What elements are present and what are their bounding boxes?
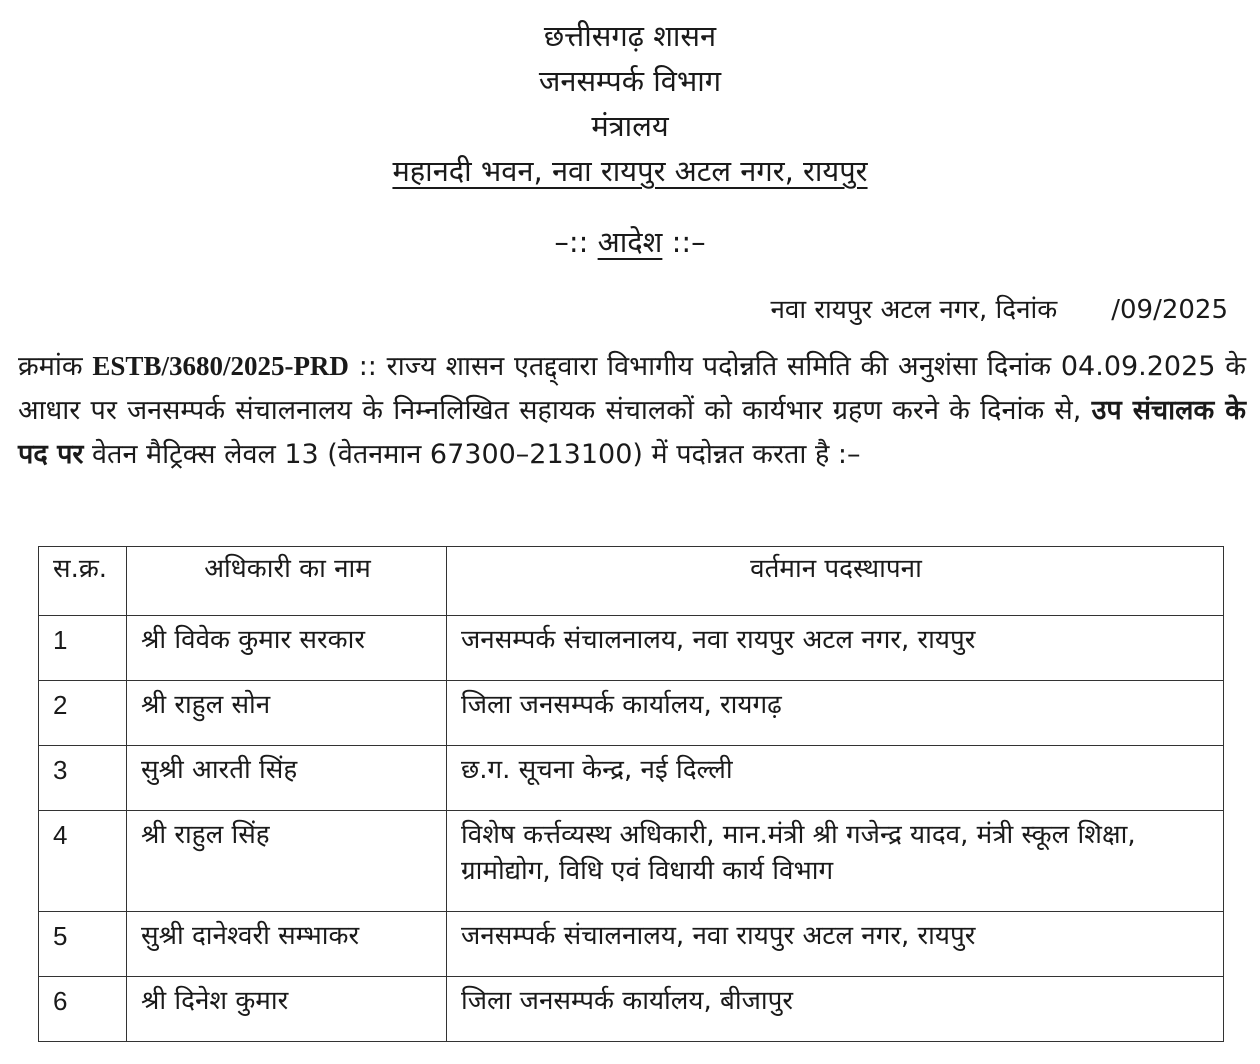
serial-cell: 5	[39, 912, 127, 977]
table-row	[39, 912, 1224, 977]
header-serial: स.क्र.	[39, 547, 127, 616]
order-date: /09/2025	[1111, 295, 1228, 325]
order-title-left: –::	[554, 225, 598, 259]
posting-cell: जिला जनसम्पर्क कार्यालय, रायगढ़	[447, 681, 1224, 746]
serial-cell: 2	[39, 681, 127, 746]
posting-cell: जनसम्पर्क संचालनालय, नवा रायपुर अटल नगर, रायपुर	[447, 912, 1224, 977]
place-date-line	[770, 290, 1228, 330]
table-header-row	[39, 547, 1224, 616]
officer-name-cell: श्री राहुल सोन	[127, 681, 447, 746]
order-body	[18, 344, 1246, 477]
department-name: जनसम्पर्क विभाग	[538, 64, 722, 98]
officer-name-cell: श्री राहुल सिंह	[127, 811, 447, 912]
reference-number: ESTB/3680/2025-PRD	[92, 351, 349, 381]
serial-cell: 3	[39, 746, 127, 811]
serial-cell: 1	[39, 616, 127, 681]
posting-cell: छ.ग. सूचना केन्द्र, नई दिल्ली	[447, 746, 1224, 811]
order-title-word: आदेश	[597, 225, 663, 259]
header-current-posting: वर्तमान पदस्थापना	[447, 547, 1224, 616]
table-row	[39, 681, 1224, 746]
order-title	[0, 222, 1260, 262]
officers-table	[38, 546, 1224, 1042]
order-title-right: ::–	[662, 225, 706, 259]
order-text-part2: वेतन मैट्रिक्स लेवल 13 (वेतनमान 67300–213100) में पदोन्नत करता है :–	[83, 439, 861, 470]
serial-cell: 6	[39, 977, 127, 1042]
office-name: मंत्रालय	[591, 109, 669, 143]
table-row	[39, 977, 1224, 1042]
officer-name-cell: सुश्री आरती सिंह	[127, 746, 447, 811]
header-officer-name: अधिकारी का नाम	[127, 547, 447, 616]
officer-name-cell: सुश्री दानेश्वरी सम्भाकर	[127, 912, 447, 977]
posting-cell: विशेष कर्त्तव्यस्थ अधिकारी, मान.मंत्री श्री गजेन्द्र यादव, मंत्री स्कूल शिक्षा, ग्रामोद्योग, विधि एवं विधायी कार्य विभाग	[447, 811, 1224, 912]
officer-name-cell: श्री विवेक कुमार सरकार	[127, 616, 447, 681]
posting-cell: जिला जनसम्पर्क कार्यालय, बीजापुर	[447, 977, 1224, 1042]
table-row	[39, 811, 1224, 912]
table-row	[39, 746, 1224, 811]
place-label: नवा रायपुर अटल नगर, दिनांक	[770, 295, 1058, 325]
office-address: महानदी भवन, नवा रायपुर अटल नगर, रायपुर	[392, 154, 868, 188]
posting-cell: जनसम्पर्क संचालनालय, नवा रायपुर अटल नगर, रायपुर	[447, 616, 1224, 681]
government-name: छत्तीसगढ़ शासन	[543, 19, 717, 53]
officer-name-cell: श्री दिनेश कुमार	[127, 977, 447, 1042]
order-text-part1: :: राज्य शासन एतद्द्वारा विभागीय पदोन्नति समिति की अनुशंसा दिनांक 04.09.2025 के आधार पर जनसम्पर्क संचालनालय के निम्नलिखित सहायक संचालकों को कार्यभार ग्रहण करने के दिनांक से,	[18, 351, 1246, 426]
serial-cell: 4	[39, 811, 127, 912]
reference-prefix: क्रमांक	[18, 351, 83, 382]
promoted-post: उप संचालक के पद पर	[18, 395, 1247, 470]
table-row	[39, 616, 1224, 681]
letterhead	[0, 14, 1260, 194]
